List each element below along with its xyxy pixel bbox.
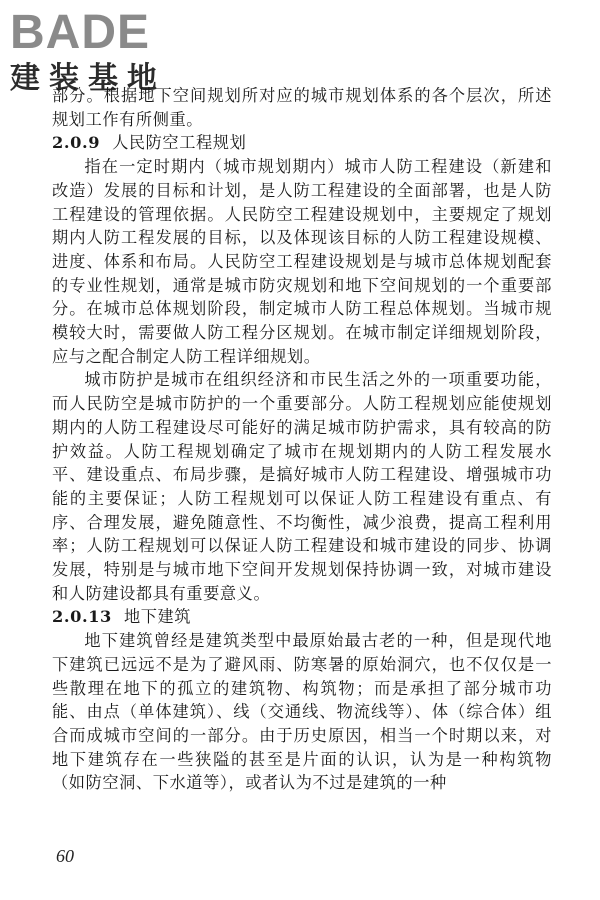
page-number: 60: [56, 846, 74, 866]
section-title: 地下建筑: [123, 607, 192, 627]
section-title: 人民防空工程规划: [112, 133, 247, 153]
logo-subtitle-text: 建装基地: [10, 61, 166, 92]
bade-logo: [8, 4, 178, 92]
section-number: 2.0.13: [52, 607, 112, 627]
logo-brand-text: BADE: [10, 6, 151, 59]
section-heading-2-0-13: [52, 605, 552, 629]
intro-paragraph: 部分。根据地下空间规划所对应的城市规划体系的各个层次，所述规划工作有所侧重。: [52, 86, 552, 129]
section-heading-2-0-9: [52, 131, 552, 155]
paragraph: 地下建筑曾经是建筑类型中最原始最古老的一种，但是现代地下建筑已远远不是为了避风雨、防寒暑的原始洞穴，也不仅仅是一些散理在地下的孤立的建筑物、构筑物；而是承担了部分城市功能、由点（单体建筑）、线（交通线、物流线等）、体（综合体）组合而成城市空间的一部分。由于历史原因，相当一个时期以来，对地下建筑存在一些狭隘的甚至是片面的认识，认为是一种构筑物（如防空洞、下水道等），或者认为不过是建筑的一种: [52, 631, 552, 793]
page-body: [52, 84, 552, 795]
paragraph: 城市防护是城市在组织经济和市民生活之外的一项重要功能，而人民防空是城市防护的一个重要部分。人防工程规划应能使规划期内的人防工程建设尽可能好的满足城市防护需求，具有较高的防护效益。人防工程规划确定了城市在规划期内的人防工程发展水平、建设重点、布局步骤，是搞好城市人防工程建设、增强城市功能的主要保证；人防工程规划可以保证人防工程建设有重点、有序、合理发展，避免随意性、不均衡性，减少浪费，提高工程利用率；人防工程规划可以保证人防工程建设和城市建设的同步、协调发展，特别是与城市地下空间开发规划保持协调一致，对城市建设和人防建设都具有重要意义。: [52, 370, 552, 603]
bade-logo-graphic: [8, 4, 178, 92]
section-number: 2.0.9: [52, 133, 101, 153]
paragraph: 指在一定时期内（城市规划期内）城市人防工程建设（新建和改造）发展的目标和计划，是人防工程建设的全面部署，也是人防工程建设的管理依据。人民防空工程建设规划中，主要规定了规划期内人防工程发展的目标，以及体现该目标的人防工程建设规模、进度、体系和布局。人民防空工程建设规划是与城市总体规划配套的专业性规划，通常是城市防灾规划和地下空间规划的一个重要部分。在城市总体规划阶段，制定城市人防工程总体规划。当城市规模较大时，需要做人防工程分区规划。在城市制定详细规划阶段，应与之配合制定人防工程详细规划。: [52, 157, 552, 366]
